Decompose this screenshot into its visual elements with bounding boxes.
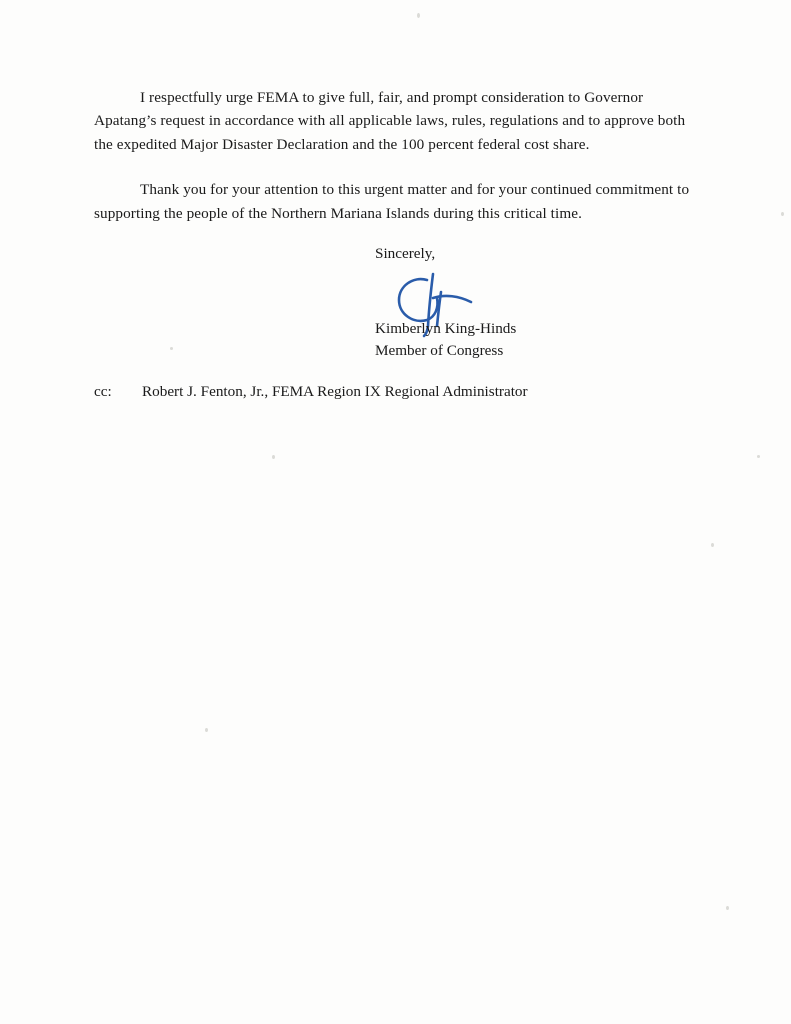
- cc-row: [94, 381, 528, 403]
- signature-name: Kimberlyn King-Hinds: [375, 320, 517, 337]
- letter-body: [94, 86, 698, 247]
- cc-recipient: Robert J. Fenton, Jr., FEMA Region IX Regional Administrator: [142, 383, 528, 400]
- scan-speck: [272, 455, 275, 459]
- signature-title: Member of Congress: [375, 342, 504, 359]
- scan-speck: [781, 212, 784, 216]
- scan-speck: [205, 728, 208, 732]
- scan-speck: [711, 543, 714, 547]
- closing-line: Sincerely,: [375, 245, 436, 262]
- scan-speck: [170, 347, 173, 350]
- cc-label: cc:: [94, 383, 112, 400]
- paragraph-2: Thank you for your attention to this urgent matter and for your continued commitment to supporting the people of the Northern Mariana Islands during this critical time.: [94, 181, 690, 222]
- signature-block: [375, 318, 516, 362]
- scan-speck: [757, 455, 760, 458]
- scan-speck: [417, 13, 420, 18]
- paragraph-1: I respectfully urge FEMA to give full, fair, and prompt consideration to Governor Apatang’s request in accordance with all applicable laws, rules, regulations and to approve both the expedited Major Disaster Declaration and the 100 percent federal cost share.: [94, 89, 686, 153]
- scan-speck: [726, 906, 729, 910]
